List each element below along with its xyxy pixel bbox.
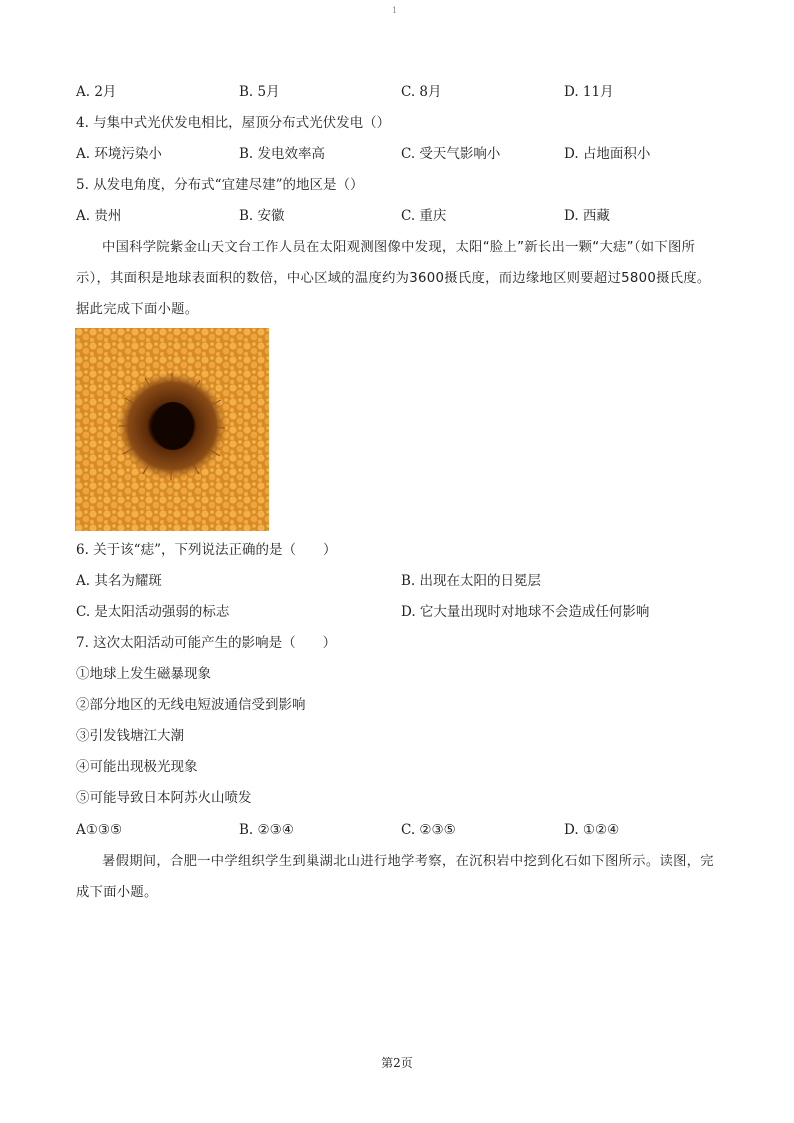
q4-option-b: B. 发电效率高 — [239, 146, 326, 162]
q5-option-b: B. 安徽 — [239, 208, 285, 224]
q7-option-c: C. ②③⑤ — [401, 822, 456, 838]
q3-option-d: D. 11月 — [564, 84, 614, 100]
q4-option-d: D. 占地面积小 — [564, 146, 651, 162]
page-number: 第2页 — [381, 1056, 413, 1070]
q4-option-a: A. 环境污染小 — [76, 146, 162, 162]
q5-option-a: A. 贵州 — [76, 208, 122, 224]
q5-stem: 5. 从发电角度，分布式“宜建尽建”的地区是（） — [76, 177, 364, 193]
q5-option-d: D. 西藏 — [564, 208, 610, 224]
q3-option-b: B. 5月 — [239, 84, 280, 100]
q4-option-c: C. 受天气影响小 — [401, 146, 501, 162]
q7-item-1: ①地球上发生磁暴现象 — [76, 666, 211, 682]
q7-stem: 7. 这次太阳活动可能产生的影响是（ ） — [76, 635, 337, 651]
q7-option-b: B. ②③④ — [239, 822, 294, 838]
q3-option-c: C. 8月 — [401, 84, 442, 100]
q7-item-5: ⑤可能导致日本阿苏火山喷发 — [76, 790, 252, 806]
q3-option-a: A. 2月 — [76, 84, 117, 100]
q7-option-a: A①③⑤ — [76, 822, 123, 838]
q7-option-d: D. ①②④ — [564, 822, 620, 838]
q6-option-a: A. 其名为耀斑 — [76, 573, 162, 589]
q4-stem: 4. 与集中式光伏发电相比，屋顶分布式光伏发电（） — [76, 115, 391, 131]
q7-item-4: ④可能出现极光现象 — [76, 759, 198, 775]
material-sunspot-paragraph: 中国科学院紫金山天文台工作人员在太阳观测图像中发现，太阳“脸上”新长出一颗“大痣”（如下图所示），其面积是地球表面积的数倍，中心区域的温度约为3600摄氏度，而边缘地区则要超过5800摄氏度。据此完成下面小题。 — [76, 240, 711, 317]
q6-option-b: B. 出现在太阳的日冕层 — [401, 573, 542, 589]
q5-option-c: C. 重庆 — [401, 208, 447, 224]
q6-stem: 6. 关于该“痣”，下列说法正确的是（ ） — [76, 542, 337, 558]
q7-item-3: ③引发钱塘江大潮 — [76, 728, 184, 744]
q6-option-d: D. 它大量出现时对地球不会造成任何影响 — [401, 604, 650, 620]
page-marker: 1 — [392, 6, 398, 15]
material-fossil-paragraph: 暑假期间，合肥一中学组织学生到巢湖北山进行地学考察，在沉积岩中挖到化石如下图所示。读图，完成下面小题。 — [76, 854, 714, 900]
q7-item-2: ②部分地区的无线电短波通信受到影响 — [76, 697, 306, 713]
sunspot-image — [75, 328, 269, 531]
q6-option-c: C. 是太阳活动强弱的标志 — [76, 604, 230, 620]
